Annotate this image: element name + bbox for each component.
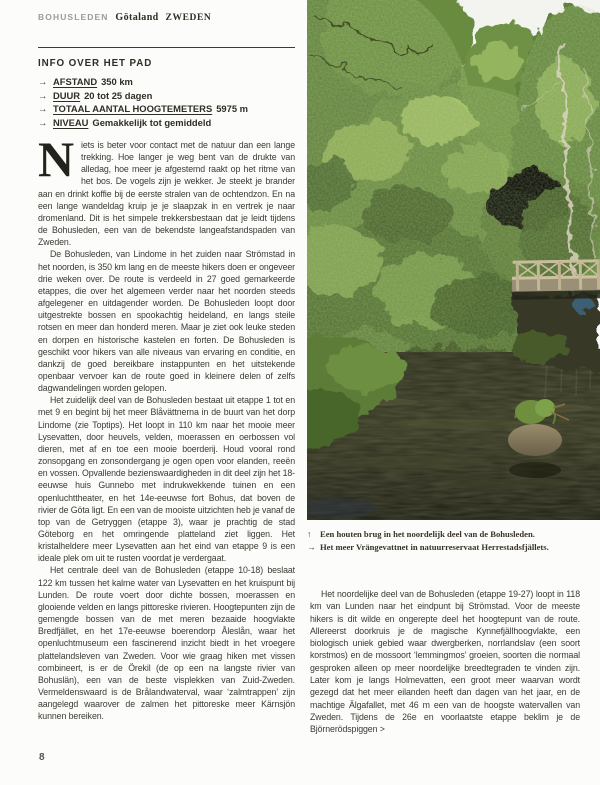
info-value: 350 km xyxy=(101,76,133,87)
trail-info-box xyxy=(38,58,298,129)
info-item-duration xyxy=(38,89,298,103)
drop-cap: N xyxy=(38,139,75,187)
paragraph-intro xyxy=(38,139,295,248)
info-label: DUUR xyxy=(53,89,81,101)
article-column-right xyxy=(310,588,580,740)
article-column-left xyxy=(38,139,295,735)
info-label: NIVEAU xyxy=(53,116,89,128)
paragraph-south-section: Het zuidelijk deel van de Bohusleden bestaat uit etappe 1 tot en met 9 en begint bij het meer Blåvättnerna in de buurt van het dorp Lindome (zie Toptips). Het loopt in 110 km naar het mooie meer Lysevatten, door heuvels, velden, moerassen en oerbossen vol dieren, met af en toe een mooie boerderij. Houd vooral rond zonsopgang en zonsondergang je ogen open voor elanden, reeën en vossen. Opvallende bezienswaardigheden in dit deel zijn het 18-eeuwse huis Gunnebo met indrukwekkende tuinen en een openluchttheater, en het 14e-eeuwse fort Bohus, dat boven de rivier de Göta ligt. En een van de mooiste uitzichten heb je vanaf de top van de Getryggen (etappe 3), waar je prachtig de stad Göteborg en het omringende platteland ziet liggen. Het kristalheldere meer Lysevatten aan het eind van etappe 9 is een ideale plek om uit te rusten voordat je verdergaat. xyxy=(38,395,295,564)
arrow-up-icon: ↑ xyxy=(307,529,312,539)
info-label: AFSTAND xyxy=(53,76,98,87)
info-item-elevation xyxy=(38,102,298,116)
caption-lake xyxy=(307,541,587,554)
info-item-level xyxy=(38,116,298,130)
river-bank xyxy=(507,295,600,372)
caption-bridge xyxy=(307,528,587,541)
arrow-right-icon: → xyxy=(38,89,48,101)
arrow-right-icon: → xyxy=(38,103,48,115)
trail-photo xyxy=(307,0,600,520)
paragraph-overview: De Bohusleden, van Lindome in het zuiden naar Strömstad in het noorden, is 350 km lang en de meeste hikers doen er ongeveer drie weken over. De route is verdeeld in 27 goed gemarkeerde etappes, die over het algemeen verder naar het noorden steeds afgelegener en uitdagender worden. De Bohusleden loopt door uitgestrekte bossen en spookachtig heideland, en langs steile rotsen en meer dan honderd meren. Maar je ziet ook leuke steden en dorpen en historische kastelen en forten. De Bohusleden is geschikt voor hikers van alle niveaus van ervaring en conditie, en dankzij de goed bereikbare instappunten en het uitstekende openbaar vervoer kan de route goed in kleinere delen of zelfs dagwandelingen worden gelopen. xyxy=(38,249,295,394)
paragraph-central-section: Het centrale deel van de Bohusleden (etappe 10-18) beslaat 122 km tussen het kalme water van Lysevatten en het kruispunt bij Lunden. De route voert door dichte bossen, moerassen en glooiende velden en langs pittoreske rivieren. Hoogtepunten zijn de gemengde bossen van de met meren bezaaide hoogvlakte Bredfjället, en het 17e-eeuwse boerendorp Åleslån, waar het openluchtmuseum een fascinerend inzicht biedt in het vroegere plattelandsleven van Zweden. Voor wie graag hiken met vissen combineert, is er de Örekil (de op een na langste rivier van Bohuslän), een van de beste visplekken van Zuid-Zweden. Vermeldenswaard is de Brålandwaterval, waar ‘zalmtrappen’ zijn aangelegd waarover de zalmen het pittoreske meer Kärnsjön kunnen bereiken. xyxy=(38,565,295,722)
paragraph-text: iets is beter voor contact met de natuur dan een lange trekking. Hoe langer je weg bent van de drukte van alledag, hoe meer je afgestemd raakt op het ritme van het bos. De vogels zijn je wekker. Je steekt je brander aan en drinkt koffie bij de eerste stralen van de ochtendzon. En na een lange wandeldag kruip je je slaapzak in en vertrek je naar dromenland. Dit is het simpele trekkersbestaan dat je leidt tijdens de Bohusleden, een van de bekendste langeafstandspaden van Zweden. xyxy=(38,140,295,248)
info-value: Gemakkelijk tot gemiddeld xyxy=(92,116,212,128)
caption-text: Het meer Vrängevattnet in natuurreservaat Herrestadsfjällets. xyxy=(320,541,549,552)
info-box-title: INFO OVER HET PAD xyxy=(38,58,153,69)
header-rule xyxy=(38,47,295,48)
info-label: TOTAAL AANTAL HOOGTEMETERS xyxy=(53,103,213,115)
info-value: 5975 m xyxy=(216,103,248,115)
page-number: 8 xyxy=(39,752,45,763)
breadcrumb xyxy=(38,12,211,23)
info-item-distance xyxy=(38,75,298,89)
info-value: 20 tot 25 dagen xyxy=(84,89,153,101)
arrow-right-icon: → xyxy=(307,541,316,552)
trail-name: BOHUSLEDEN xyxy=(38,12,109,22)
caption-text: Een houten brug in het noordelijk deel van de Bohusleden. xyxy=(320,529,535,539)
arrow-right-icon: → xyxy=(38,116,48,128)
country-name: ZWEDEN xyxy=(165,13,212,23)
arrow-right-icon: → xyxy=(38,76,48,87)
photo-captions xyxy=(307,528,587,553)
region-name: Götaland xyxy=(115,12,159,23)
paragraph-north-section: Het noordelijke deel van de Bohusleden (etappe 19-27) loopt in 118 km van Lunden naar het eindpunt bij Strömstad. Voor de meeste hikers is dit wilde en ongerepte deel het hoogtepunt van de route. Allereerst doorkruis je de magische Kynnefjällhoogvlakte, een biologisch uniek gebied waar dwergberken, norrlandslav (een soort korstmos) en de mossoort ‘lemmingmos’ groeien, soorten die normaal gesproken alleen op meer noordelijke breedtegraden te vinden zijn. Later kom je langs Holmevatten, een groot meer waarvan wordt gezegd dat het meer eilanden heeft dan dagen van het jaar, en de machtige Älgafallet, met 46 m een van de hoogste watervallen van Zweden. Tijdens de 26e en voorlaatste etappe beklim je de Björnerödspiggen > xyxy=(310,589,580,735)
